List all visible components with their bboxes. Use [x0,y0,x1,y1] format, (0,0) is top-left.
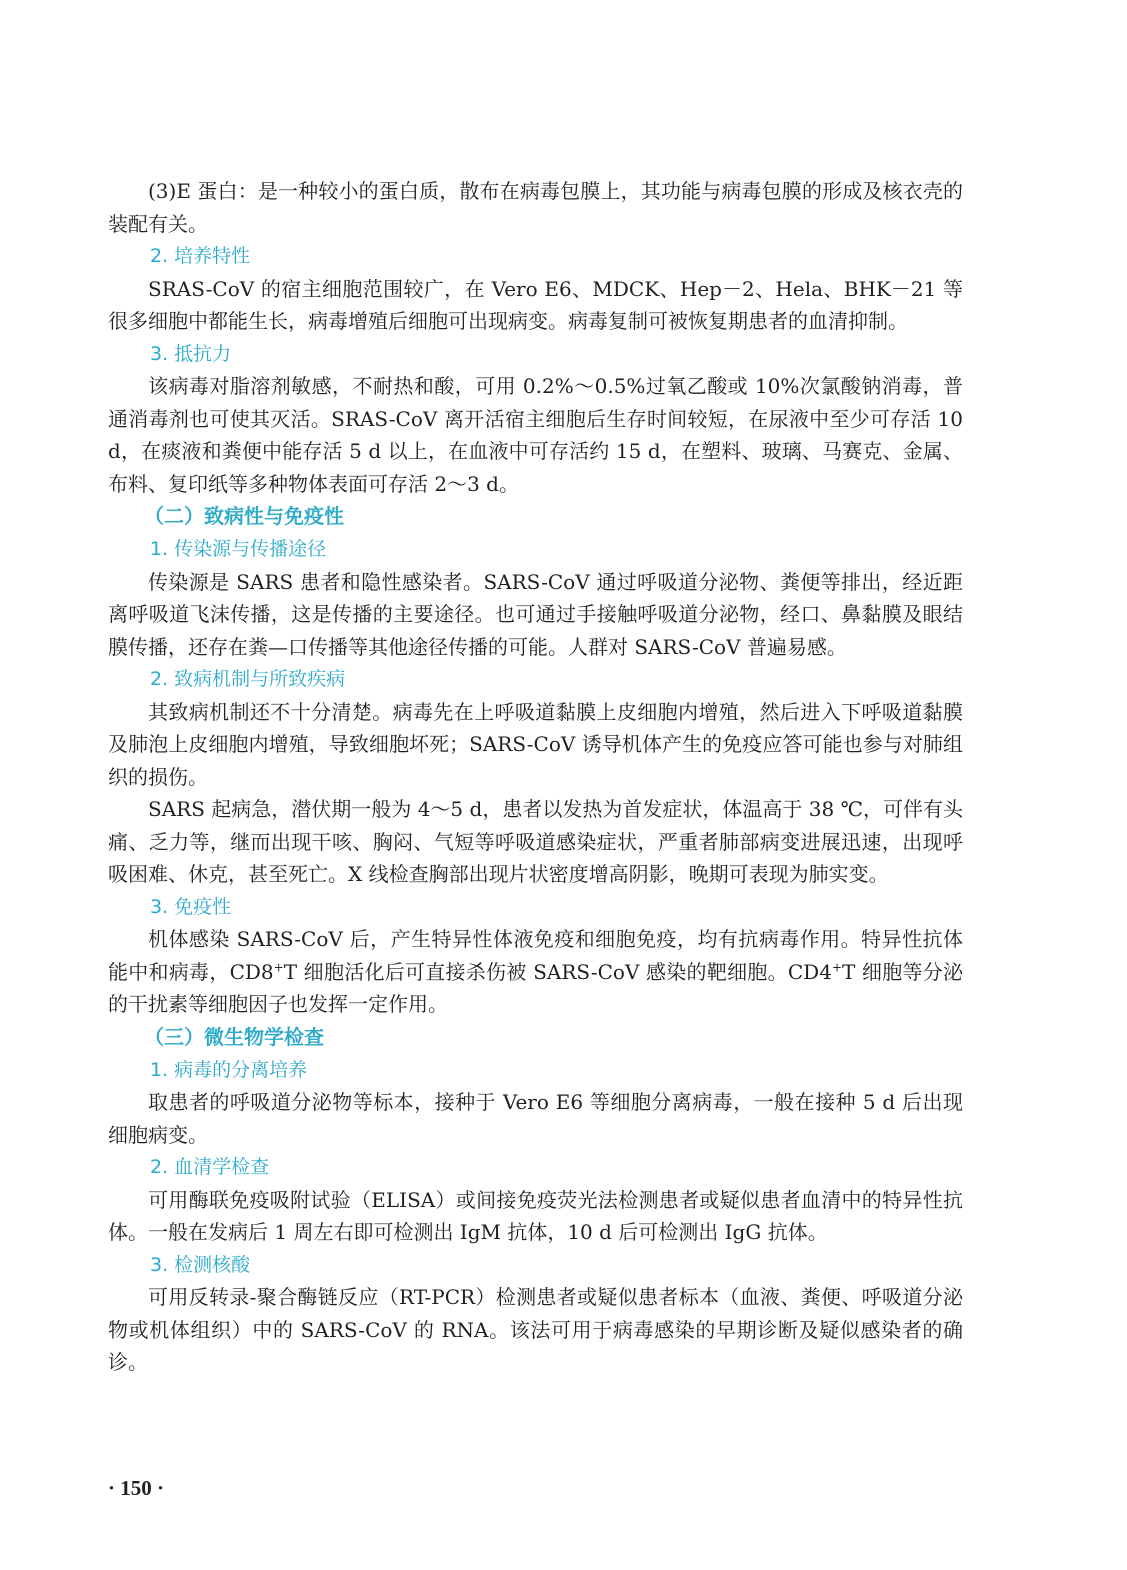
nucleic-acid-heading: 3. 检测核酸 [150,1253,251,1276]
immunity-text-a: 机体感染 SARS-CoV 后，产生特异性体液免疫和细胞免疫，均有抗病毒作用。特异性抗体能中和病毒，CD8 [108,927,963,984]
section-lab-exam-heading: （三）微生物学检查 [144,1024,324,1049]
pathogenesis-paragraph-2: SARS 起病急，潜伏期一般为 4～5 d，患者以发热为首发症状，体温高于 38 ℃，可伴有头痛、乏力等，继而出现干咳、胸闷、气短等呼吸道感染症状，严重者肺部病变进展迅速，出现呼吸困难、休克，甚至死亡。X 线检查胸部出现片状密度增高阴影，晚期可表现为肺实变。 [108,797,963,886]
immunity-paragraph [108,923,963,1021]
serology-heading: 2. 血清学检查 [150,1156,270,1178]
pathogenesis-paragraph-1: 其致病机制还不十分清楚。病毒先在上呼吸道黏膜上皮细胞内增殖，然后进入下呼吸道黏膜及肺泡上皮细胞内增殖，导致细胞坏死；SARS-CoV 诱导机体产生的免疫应答可能也参与对肺组织的损伤。 [108,699,963,789]
nucleic-acid-paragraph: 可用反转录-聚合酶链反应（RT-PCR）检测患者或疑似患者标本（血液、粪便、呼吸道分泌物或机体组织）中的 SARS-CoV 的 RNA。该法可用于病毒感染的早期诊断及疑似感染者的确诊。 [108,1285,963,1374]
transmission-heading: 1. 传染源与传播途径 [150,538,327,560]
page-number: · 150 · [108,1476,165,1500]
isolation-paragraph: 取患者的呼吸道分泌物等标本，接种于 Vero E6 等细胞分离病毒，一般在接种 5 d 后出现细胞病变。 [108,1090,963,1147]
resistance-heading: 3. 抵抗力 [150,342,232,365]
culture-paragraph: SRAS-CoV 的宿主细胞范围较广，在 Vero E6、MDCK、Hep－2、Hela、BHK－21 等很多细胞中都能生长，病毒增殖后细胞可出现病变。病毒复制可被恢复期患者的血清抑制。 [108,276,963,333]
serology-paragraph: 可用酶联免疫吸附试验（ELISA）或间接免疫荧光法检测患者或疑似患者血清中的特异性抗体。一般在发病后 1 周左右即可检测出 IgM 抗体，10 d 后可检测出 IgG 抗体。 [108,1187,963,1244]
immunity-text-c: T 细胞等分泌的干扰素等细胞因子也发挥一定作用。 [108,959,964,1016]
culture-heading: 2. 培养特性 [150,245,251,267]
superscript-plus-1: + [273,959,284,974]
immunity-text-b: T 细胞活化后可直接杀伤被 SARS-CoV 感染的靶细胞。CD4 [283,959,832,984]
e-protein-paragraph: (3)E 蛋白：是一种较小的蛋白质，散布在病毒包膜上，其功能与病毒包膜的形成及核衣壳的装配有关。 [108,179,963,236]
isolation-heading: 1. 病毒的分离培养 [150,1058,308,1081]
pathogenesis-heading: 2. 致病机制与所致疾病 [150,668,346,690]
superscript-plus-2: + [831,959,842,974]
section-pathogenicity-heading: （二）致病性与免疫性 [144,504,344,528]
page-body [108,175,963,1379]
transmission-paragraph: 传染源是 SARS 患者和隐性感染者。SARS-CoV 通过呼吸道分泌物、粪便等排出，经近距离呼吸道飞沫传播，这是传播的主要途径。也可通过手接触呼吸道分泌物，经口、鼻黏膜及眼结膜传播，还存在粪—口传播等其他途径传播的可能。人群对 SARS-CoV 普遍易感。 [108,569,963,659]
immunity-heading: 3. 免疫性 [150,895,232,918]
resistance-paragraph: 该病毒对脂溶剂敏感，不耐热和酸，可用 0.2%～0.5%过氧乙酸或 10%次氯酸钠消毒，普通消毒剂也可使其灭活。SRAS-CoV 离开活宿主细胞后生存时间较短，在尿液中至少可存活 10 d，在痰液和粪便中能存活 5 d 以上，在血液中可存活约 15 d，在塑料、玻璃、马赛克、金属、布料、复印纸等多种物体表面可存活 2～3 d。 [108,374,963,496]
